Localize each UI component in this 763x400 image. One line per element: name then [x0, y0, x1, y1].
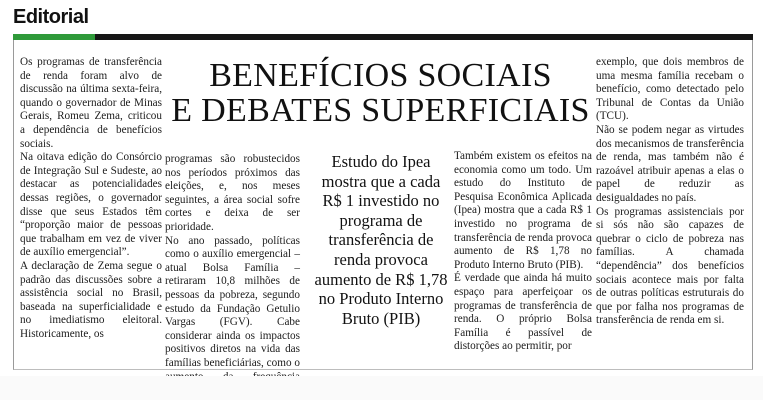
paragraph: exemplo, que dois membros de uma mesma família recebam o benefício, como detectado pelo Tribunal de Contas da União (TCU). [596, 56, 744, 123]
paragraph: Não se podem negar as virtudes dos mecanismos de transferência de renda, mas também não é razoável atribuir apenas a elas o papel de reduzir as desigualdades no país. [596, 123, 744, 204]
paragraph: programas são robustecidos nos períodos próximos das eleições, e, nos meses seguintes, a área social sofre cortes e deixa de ser prioridade. [165, 153, 300, 233]
article-column-2 [165, 153, 300, 398]
section-label: Editorial [13, 6, 89, 28]
paragraph: Os programas assistenciais por si sós não são capazes de quebrar o ciclo de pobreza nas famílias. A chamada “dependência” dos benefícios sociais acontece mais por falta de outras políticas estruturais do que por falha nos programas de transferência de renda em si. [596, 205, 744, 327]
headline-line-1: BENEFÍCIOS SOCIAIS [209, 57, 552, 94]
paragraph: No ano passado, políticas como o auxílio emergencial – atual Bolsa Família – retiraram 10,8 milhões de pessoas da pobreza, segundo estudo da Fundação Getulio Vargas (FGV). Cabe considerar ainda os impactos positivos diretos na vida das famílias beneficiárias, como o [165, 234, 300, 369]
headline-line-2: E DEBATES SUPERFICIAIS [171, 92, 590, 129]
paragraph: Os programas de transferência de renda foram alvo de discussão na última sexta-feira, quando o governador de Minas Gerais, Romeu Zema, criticou a dependência de benefícios sociais. [20, 56, 162, 150]
page-bottom-margin [0, 376, 763, 400]
article-column-5 [596, 56, 744, 328]
paragraph: Na oitava edição do Consórcio de Integração Sul e Sudeste, ao destacar as potencialidades dessas regiões, o governador disse que seus Estados têm “proporção maior de pessoas que trabalham em vez de viver de auxílio emergencial”. [20, 151, 162, 259]
headline [168, 58, 593, 128]
article-column-1 [20, 56, 162, 341]
paragraph: A declaração de Zema segue o padrão das discussões sobre a assistência social no Brasil, baseada na superficialidade e no imediatismo eleitoral. Historicamente, os [20, 259, 162, 340]
paragraph: É verdade que ainda há muito espaço para aperfeiçoar os programas de transferência de renda. O próprio Bolsa Família é passível de distorções ao permitir, por [454, 272, 592, 353]
pull-quote: Estudo do Ipea mostra que a cada R$ 1 investido no programa de transferência de renda provoca aumento de R$ 1,78 no Produto Interno Bruto (PIB) [314, 152, 448, 328]
article-column-4 [454, 150, 592, 354]
paragraph: Também existem os efeitos na economia como um todo. Um estudo do Instituto de Pesquisa Econômica Aplicada (Ipea) mostra que a cada R$ 1 investido no programa de transferência de renda provoca aumento de R$ 1,78 no Produto Interno Bruto (PIB). [454, 150, 592, 271]
